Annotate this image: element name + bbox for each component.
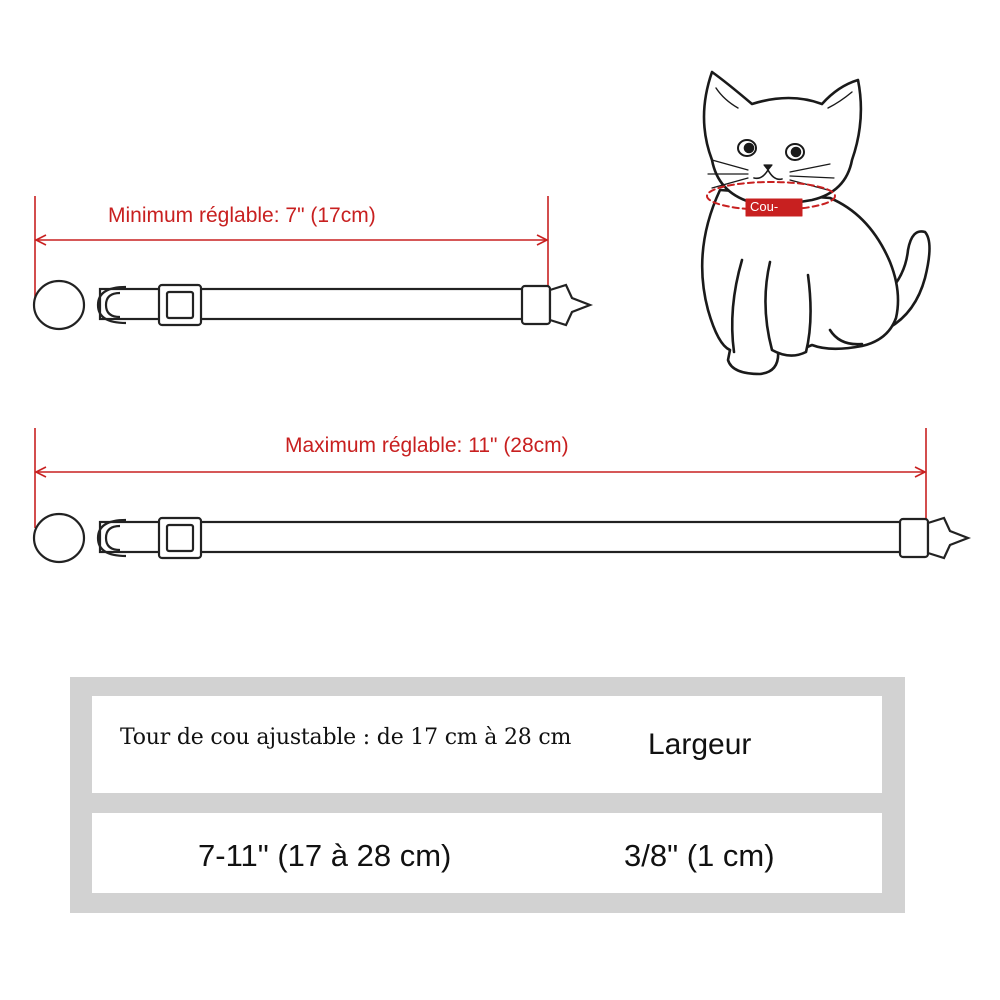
maximum-length-label: Maximum réglable: 11" (28cm) xyxy=(281,434,573,458)
minimum-length-label: Minimum réglable: 7" (17cm) xyxy=(104,204,380,228)
collar-min-icon xyxy=(34,281,590,329)
cat-neck-label: Cou- xyxy=(750,199,779,214)
value-neck-size: 7-11" (17 à 28 cm) xyxy=(198,838,452,873)
header-neck-size: Tour de cou ajustable : de 17 cm à 28 cm xyxy=(120,725,572,750)
collar-max-icon xyxy=(34,514,968,562)
value-width: 3/8" (1 cm) xyxy=(624,838,775,873)
header-width: Largeur xyxy=(648,728,752,761)
cat-illustration-icon xyxy=(702,72,929,374)
